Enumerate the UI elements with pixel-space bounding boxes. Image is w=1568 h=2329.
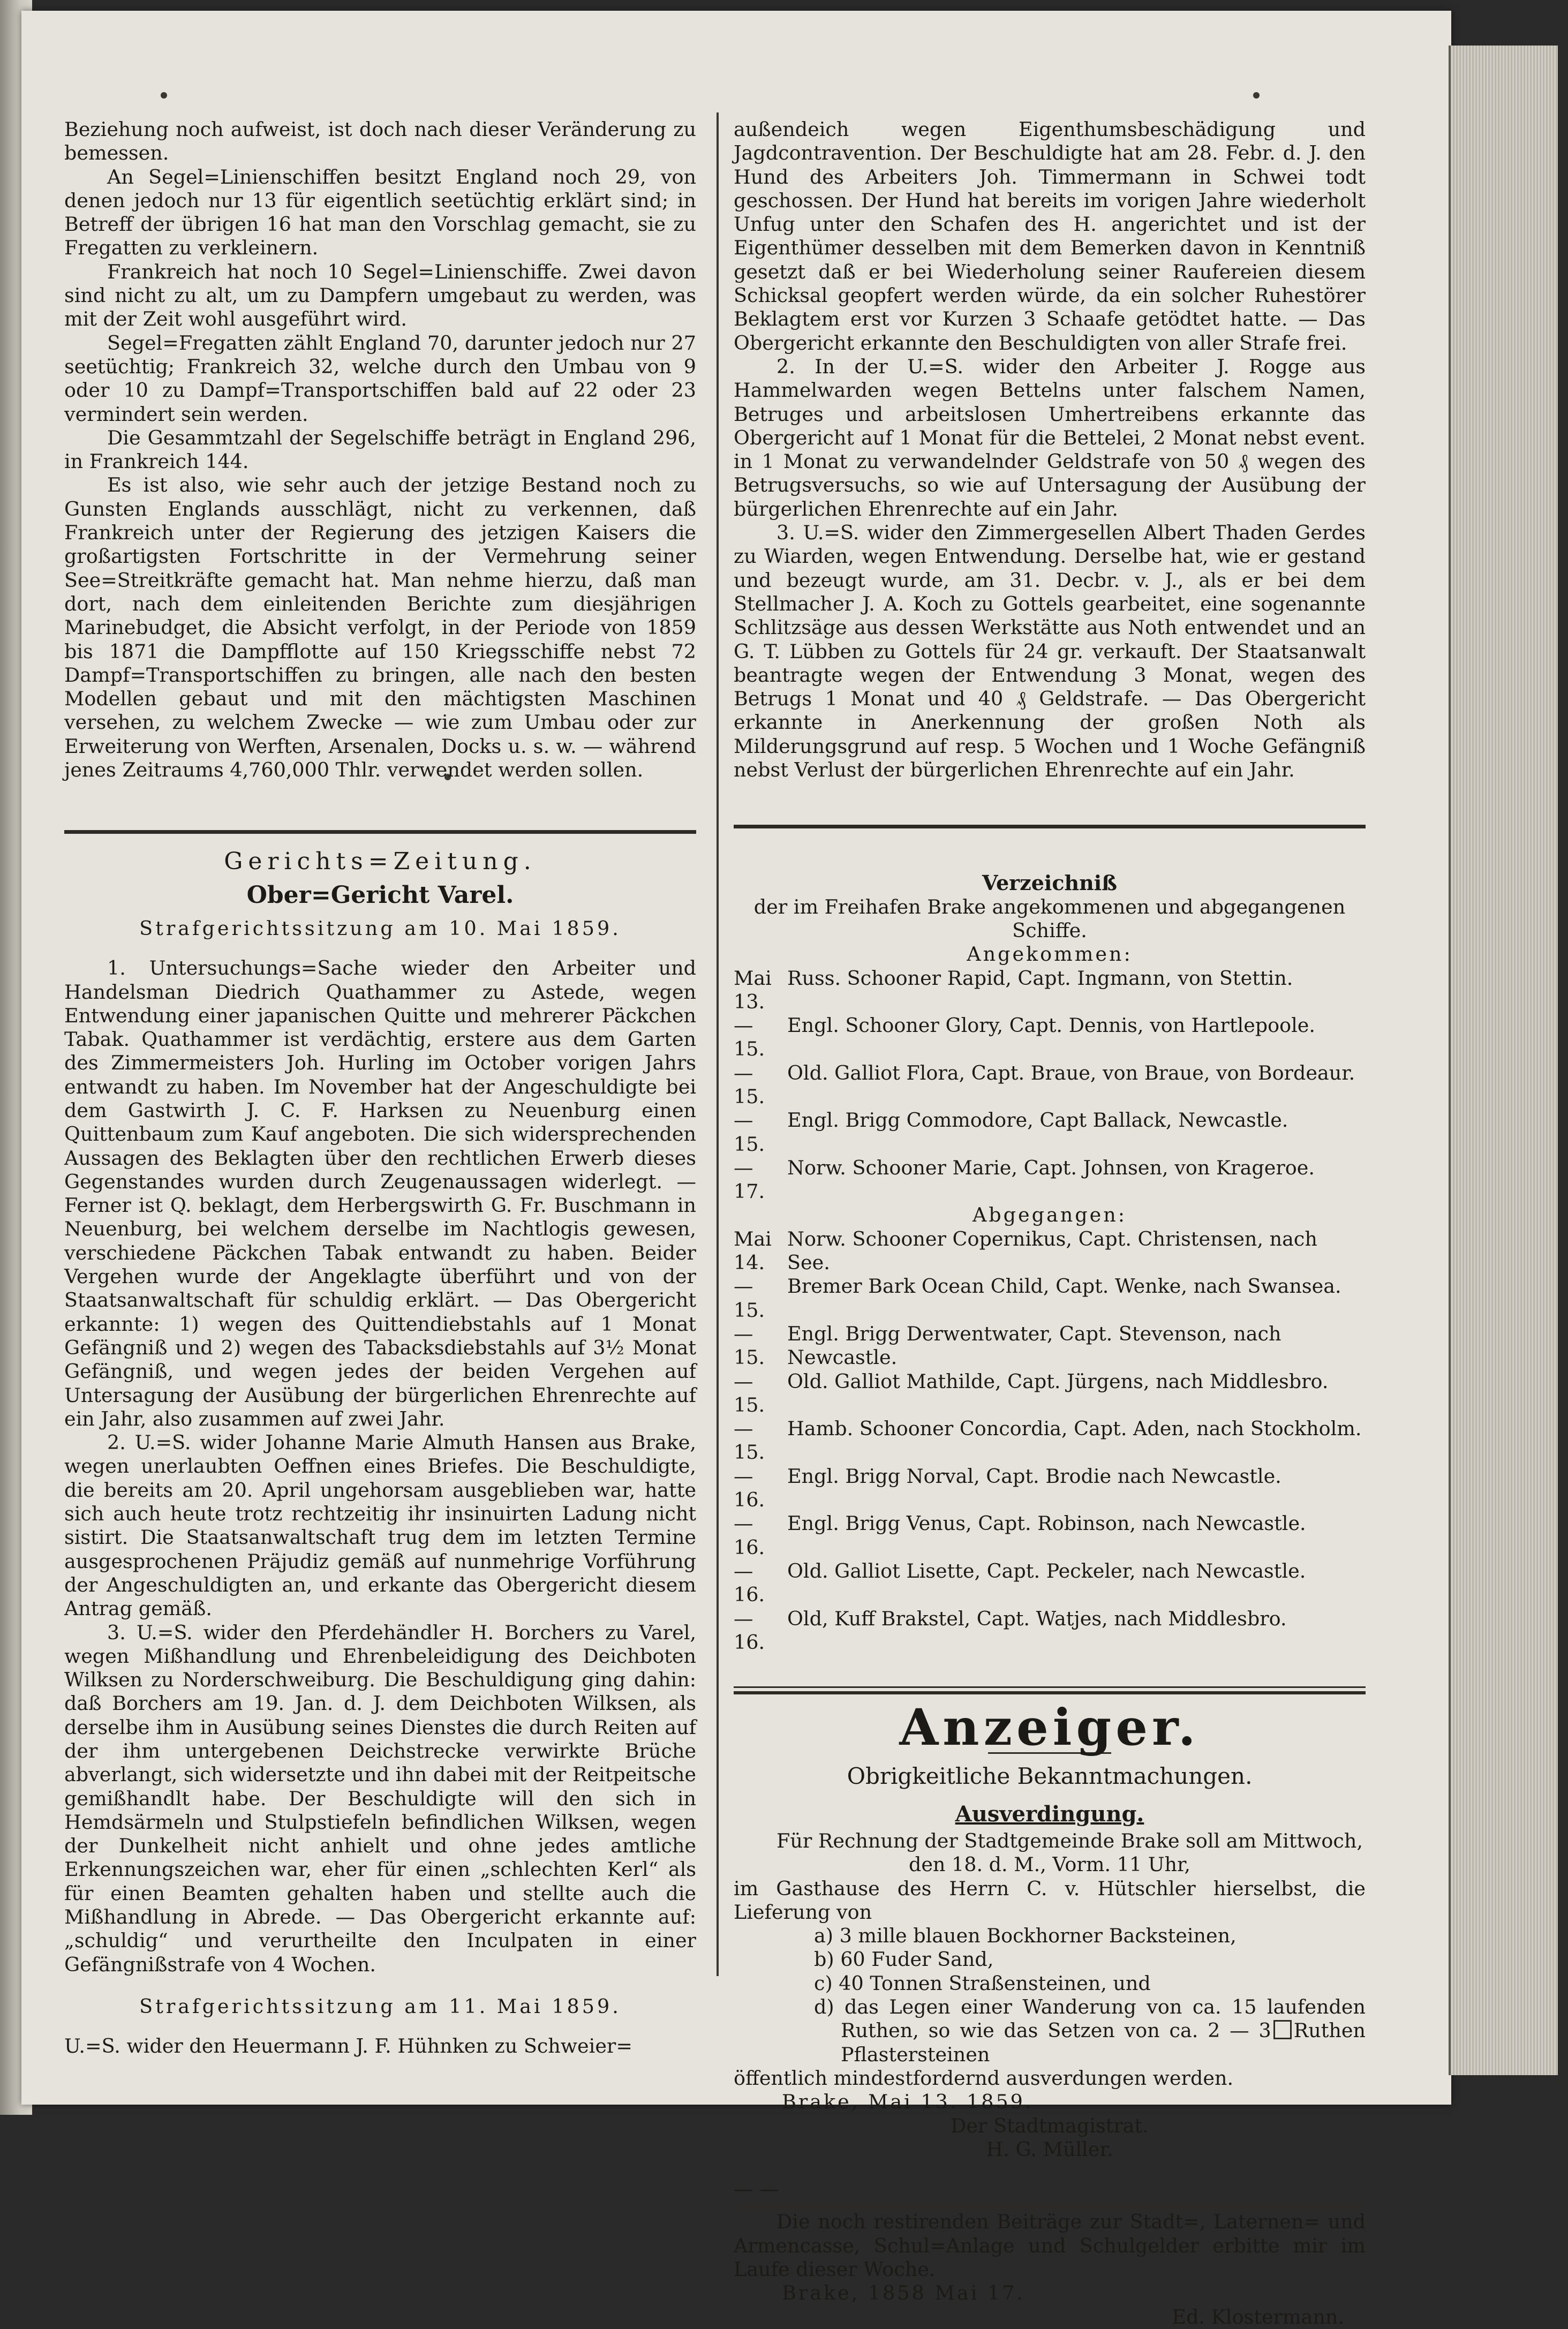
court-case: U.=S. wider den Heuermann J. F. Hühnken zu Schweier= — [64, 2034, 632, 2058]
text-paragraph: Frankreich hat noch 10 Segel=Linienschiffe. Zwei davon sind nicht zu alt, um zu Dampfern umgebaut zu werden, was mit der Zeit wohl ausgeführt wird. — [64, 260, 696, 331]
ship-date: — 15. — [734, 1014, 765, 1061]
tender-place-date: Brake, Mai 13. 1859. — [782, 2090, 1034, 2114]
text-paragraph: An Segel=Linienschiffen besitzt England noch 29, von denen jedoch nur 13 für eigentlich seetüchtig erklärt sind; in Betreff der übrigen 16 hat man den Vorschlag gemacht, sie zu Fregatten zu verkleinern. — [64, 165, 696, 260]
print-speck — [161, 92, 167, 99]
ship-date: — 17. — [734, 1156, 765, 1203]
ship-date: — 16. — [734, 1559, 765, 1607]
session-heading: Strafgerichtssitzung am 11. Mai 1859. — [139, 1994, 621, 2018]
notice-signatory: Ed. Klostermann. — [1172, 2305, 1344, 2328]
court-case: 3. U.=S. wider den Pferdehändler H. Borchers zu Varel, wegen Mißhandlung und Ehrenbeleidigung des Deichboten Wilksen zu Norderschweiburg. Die Beschuldigung ging dahin: daß Borchers am 19. Jan. d. J. dem Deichboten Wilksen, als derselbe ihm in Ausübung seines Dienstes die durch Reiten auf der ihm untergebenen Deichstrecke verwirkte Brüche abverlangt, sich widersetzte und ihn dabei mit der Reitpeitsche gemißhandlt habe. Der Beschuldigte will den sich in Hemdsärmeln und Stulpstiefeln befindlichen Wilksen, wegen der Dunkelheit nicht anhielt und ohne jedes amtliche Erkennungszeichen war, eher für einen „schlechten Kerl“ als für einen Beamten gehalten haben und stellte auch die Mißhandlung in Abrede. — Das Obergericht erkannte auf: „schuldig“ und verurtheilte den Inculpaten in einer Gefängnißstrafe von 4 Wochen. — [64, 1620, 696, 1976]
ship-text: Norw. Schooner Marie, Capt. Johnsen, von Krageroe. — [787, 1156, 1315, 1179]
ship-entry — [734, 1370, 1366, 1418]
ship-date: — 15. — [734, 1369, 765, 1416]
tender-line: den 18. d. M., Vorm. 11 Uhr, — [908, 1853, 1191, 1876]
section-title-gerichts-zeitung: Gerichts=Zeitung. — [224, 848, 537, 876]
ship-date: — 15. — [734, 1417, 765, 1464]
court-case: 3. U.=S. wider den Zimmergesellen Albert Thaden Gerdes zu Wiarden, wegen Entwendung. Derselbe hat, wie er gestand und bezeugt wurde, am 31. Decbr. v. J., als er bei dem Stellmacher J. A. Koch zu Gottels gearbeitet, eine sogenannte Schlitzsäge aus dessen Werkstätte aus Noth entwendet und an G. T. Lübben zu Gottels für 24 gr. verkauft. Der Staatsanwalt beantragte wegen der Entwendung 3 Monat, wegen des Betrugs 1 Monat und 40 ₰ Geldstrafe. — Das Obergericht erkannte in Anerkennung der großen Noth als Milderungsgrund auf resp. 5 Wochen und 1 Woche Gefängniß nebst Verlust der bürgerlichen Ehrenrechte auf ein Jahr. — [734, 521, 1366, 782]
ship-text: Engl. Brigg Norval, Capt. Brodie nach Newcastle. — [787, 1464, 1281, 1488]
departed-list — [734, 1227, 1366, 1654]
ship-text: Engl. Brigg Commodore, Capt Ballack, Newcastle. — [787, 1109, 1288, 1132]
ship-entry — [734, 1322, 1366, 1370]
ship-entry — [734, 1559, 1366, 1607]
ship-date: — 16. — [734, 1607, 765, 1654]
left-column — [64, 118, 696, 2059]
ship-text: Bremer Bark Ocean Child, Capt. Wenke, nach Swansea. — [787, 1275, 1341, 1298]
ship-date: — 16. — [734, 1464, 765, 1512]
court-title: Ober=Gericht Varel. — [246, 881, 514, 909]
ship-date: Mai 14. — [734, 1227, 772, 1275]
ship-date: — 15. — [734, 1275, 765, 1322]
ship-list-subtitle: der im Freihafen Brake angekommenen und abgegangenen Schiffe. — [753, 895, 1346, 942]
tender-item-text: Ruthen Pflastersteinen — [841, 2019, 1366, 2066]
ship-text: Old, Kuff Brakstel, Capt. Watjes, nach Middlesbro. — [787, 1607, 1287, 1630]
ship-entry — [734, 1275, 1366, 1322]
text-paragraph: Segel=Fregatten zählt England 70, darunter jedoch nur 27 seetüchtig; Frankreich 32, welche durch den Umbau von 9 oder 10 zu Dampf=Transportschiffen bald auf 22 oder 23 vermindert sein werden. — [64, 331, 696, 426]
ship-text: Engl. Brigg Venus, Capt. Robinson, nach Newcastle. — [787, 1512, 1306, 1535]
ship-text: Old. Galliot Lisette, Capt. Peckeler, nach Newcastle. — [787, 1559, 1306, 1582]
tender-line: im Gasthause des Herrn C. v. Hütschler hierselbst, die Lieferung von — [734, 1876, 1366, 1924]
print-speck — [1253, 92, 1260, 99]
session-heading: Strafgerichtssitzung am 10. Mai 1859. — [139, 916, 621, 940]
ship-list-title: Verzeichniß — [982, 871, 1118, 895]
court-case: 2. U.=S. wider Johanne Marie Almuth Hansen aus Brake, wegen unerlaubten Oeffnen eines Briefes. Die Beschuldigte, die bereits am 20. April ungehorsam ausgeblieben war, hatte sich auch heute trotz rechtzeitig ihr insinuirten Ladung nicht sistirt. Die Staatsanwaltschaft trug dem im letzten Termine ausgesprochenen Präjudiz gemäß auf nunmehrige Vorführung der Angeschuldigten an, und erkante das Obergericht diesem Antrag gemäß. — [64, 1431, 696, 1620]
ship-entry — [734, 1512, 1366, 1559]
tender-title: Ausverdingung. — [955, 1801, 1144, 1827]
tender-item: a) 3 mille blauen Bockhorner Backsteinen, — [814, 1924, 1237, 1948]
court-case: 1. Untersuchungs=Sache wieder den Arbeiter und Handelsman Diedrich Quathammer zu Astede, wegen Entwendung einer japanischen Quitte und mehrerer Päckchen Tabak. Quathammer ist verdächtig, erstere aus dem Garten des Zimmermeisters Joh. Hurling im October vorigen Jahrs entwandt zu haben. Im November hat der Angeschuldigte bei dem Gastwirth J. C. F. Harksen zu Neuenburg einen Quittenbaum zum Kauf angeboten. Die sich widersprechenden Aussagen des Beklagten über den rechtlichen Erwerb dieses Gegenstandes wurden durch Zeugenaussagen widerlegt. — Ferner ist Q. beklagt, dem Herbergswirth G. Fr. Buschmann in Neuenburg, bei welchem derselbe im Nachtlogis gewesen, verschiedene Päckchen Tabak entwandt zu haben. Beider Vergehen wurde der Angeklagte überführt und von der Staatsanwaltschaft für schuldig erklärt. — Das Obergericht erkannte: 1) wegen des Quittendiebstahls auf 1 Monat Gefängniß und 2) wegen des Tabacksdiebstahls auf 3½ Monat Gefängniß, und wegen jedes der beiden Vergehen auf Untersagung der Ausübung der bürgerlichen Ehrenrechte auf ein Jahr, also zusammen auf zwei Jahr. — [64, 956, 696, 1430]
separator-dashes: — — — [734, 2177, 779, 2201]
ship-entry — [734, 967, 1366, 1014]
notice-text: Die noch restirenden Beiträge zur Stadt=, Laternen= und Armencasse, Schul=Anlage und Schulgelder erbitte mir im Laufe dieser Woche. — [734, 2210, 1366, 2281]
ship-text: Hamb. Schooner Concordia, Capt. Aden, nach Stockholm. — [787, 1417, 1362, 1441]
ship-text: Engl. Brigg Derwentwater, Capt. Stevenson, nach Newcastle. — [787, 1322, 1281, 1369]
ship-date: — 15. — [734, 1109, 765, 1156]
tender-item — [734, 1995, 1366, 2067]
ship-entry — [734, 1014, 1366, 1061]
ship-date: — 16. — [734, 1512, 765, 1559]
notice-place-date: Brake, 1858 Mai 17. — [782, 2281, 1025, 2305]
ship-text: Old. Galliot Mathilde, Capt. Jürgens, nach Middlesbro. — [787, 1369, 1329, 1393]
ship-entry — [734, 1156, 1366, 1204]
arrived-heading: Angekommen: — [967, 943, 1133, 966]
text-paragraph: Es ist also, wie sehr auch der jetzige Bestand noch zu Gunsten Englands ausschlägt, nicht zu verkennen, daß Frankreich unter der Regierung des jetzigen Kaisers die großartigsten Fortschritte in der Vermehrung seiner See=Streitkräfte gemacht hat. Man nehme hierzu, daß man dort, nach dem einleitenden Berichte zum diesjährigen Marinebudget, die Absicht verfolgt, in der Periode von 1859 bis 1871 die Dampfflotte auf 150 Kriegsschiffe nebst 72 Dampf=Transportschiffen zu bringen, alle nach den besten Modellen gebaut und mit den mächtigsten Maschinen versehen, zu welchem Zwecke — wie zum Umbau oder zur Erweiterung von Werften, Arsenalen, Docks u. s. w. — während jenes Zeitraums 4,760,000 Thlr. verwendet werden sollen. — [64, 473, 696, 782]
departed-heading: Abgegangen: — [972, 1203, 1127, 1227]
arrived-list — [734, 967, 1366, 1204]
ship-entry — [734, 1607, 1366, 1655]
court-case: 2. In der U.=S. wider den Arbeiter J. Rogge aus Hammelwarden wegen Bettelns unter falschem Namen, Betruges und arbeitslosen Umhertreibens erkannte das Obergericht auf 1 Monat für die Bettelei, 2 Monat nebst event. in 1 Monat zu verwandelnder Geldstrafe von 50 ₰ wegen des Betrugsversuchs, so wie auf Untersagung der Ausübung der bürgerlichen Ehrenrechte auf ein Jahr. — [734, 355, 1366, 521]
tender-line: Für Rechnung der Stadtgemeinde Brake soll am Mittwoch, — [777, 1829, 1363, 1852]
tender-authority: Der Stadtmagistrat. — [951, 2114, 1149, 2137]
ship-date: — 15. — [734, 1322, 765, 1369]
tender-signatory: H. G. Müller. — [986, 2137, 1113, 2161]
square-symbol-icon — [1273, 2020, 1292, 2039]
ship-text: Engl. Schooner Glory, Capt. Dennis, von Hartlepoole. — [787, 1014, 1315, 1037]
ship-date: Mai 13. — [734, 966, 772, 1013]
ship-entry — [734, 1227, 1366, 1275]
notice-rule — [734, 2204, 1366, 2206]
anzeiger-heading: Anzeiger. — [899, 1698, 1200, 1758]
book-page-edges — [1449, 46, 1558, 2075]
tender-item: b) 60 Fuder Sand, — [814, 1948, 994, 1971]
ship-text: Old. Galliot Flora, Capt. Braue, von Braue, von Bordeaur. — [787, 1061, 1355, 1084]
ship-entry — [734, 1465, 1366, 1512]
official-notices-heading: Obrigkeitliche Bekanntmachungen. — [847, 1763, 1253, 1790]
text-paragraph: Die Gesammtzahl der Segelschiffe beträgt in England 296, in Frankreich 144. — [64, 426, 696, 473]
ship-date: — 15. — [734, 1061, 765, 1108]
right-column — [734, 118, 1366, 2329]
text-paragraph: Beziehung noch aufweist, ist doch nach dieser Veränderung zu bemessen. — [64, 118, 696, 165]
tender-item-text: d) das Legen einer Wanderung von ca. 15 laufenden Ruthen, so wie das Setzen von ca. 2 — 3 — [814, 1995, 1366, 2042]
tender-line: öffentlich mindestfordernd ausverdungen werden. — [734, 2066, 1234, 2090]
court-case: außendeich wegen Eigenthumsbeschädigung und Jagdcontravention. Der Beschuldigte hat am 28. Febr. d. J. den Hund des Arbeiters Joh. Timmermann in Schwei todt geschossen. Der Hund hat bereits im vorigen Jahre wiederholt Unfug unter den Schafen des H. angerichtet und ist der Eigenthümer desselben mit dem Bemerken davon in Kenntniß gesetzt daß er bei Wiederholung seiner Raufereien diesem Schicksal geopfert werden würde, da ein solcher Ruhestörer Beklagtem erst vor Kurzen 3 Schaafe getödtet hatte. — Das Obergericht erkannte den Beschuldigten von aller Strafe frei. — [734, 118, 1366, 355]
ship-entry — [734, 1109, 1366, 1156]
section-rule — [64, 830, 696, 834]
ship-text: Russ. Schooner Rapid, Capt. Ingmann, von Stettin. — [787, 966, 1293, 990]
tender-item: c) 40 Tonnen Straßensteinen, und — [814, 1971, 1151, 1995]
ship-entry — [734, 1061, 1366, 1109]
section-double-rule — [734, 1686, 1366, 1694]
ship-text: Norw. Schooner Copernikus, Capt. Christensen, nach See. — [787, 1227, 1317, 1275]
column-divider — [717, 112, 719, 1976]
ship-entry — [734, 1417, 1366, 1465]
section-rule — [734, 825, 1366, 828]
